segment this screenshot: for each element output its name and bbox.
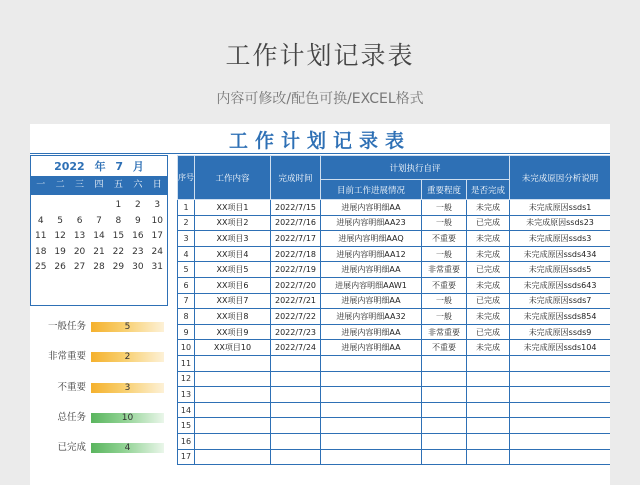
stat-row: [30, 381, 170, 395]
cell-done[interactable]: 已完成: [467, 215, 510, 231]
cell-reason[interactable]: 未完成原因ssds7: [510, 293, 610, 309]
cell-done[interactable]: [467, 371, 510, 387]
cell-seq[interactable]: 2: [178, 215, 195, 231]
cell-seq[interactable]: 15: [178, 418, 195, 434]
cell-content[interactable]: [195, 355, 271, 371]
calendar-week: [31, 260, 167, 276]
cell-done[interactable]: [467, 449, 510, 465]
cell-content[interactable]: XX项目8: [195, 309, 271, 325]
task-table: [177, 155, 610, 465]
cell-seq[interactable]: 9: [178, 324, 195, 340]
table-row: [178, 340, 611, 356]
cell-reason[interactable]: 未完成原因ssds643: [510, 277, 610, 293]
stat-value-bar: 10: [91, 413, 164, 423]
cell-progress[interactable]: 进展内容明细AA: [321, 200, 422, 216]
cell-done[interactable]: 已完成: [467, 262, 510, 278]
calendar-day: 8: [115, 215, 122, 226]
calendar-weekday: 五: [113, 180, 123, 190]
calendar-day: 7: [96, 215, 102, 226]
table-row: [178, 262, 611, 278]
cell-seq[interactable]: 4: [178, 246, 195, 262]
header-time: 完成时间: [271, 156, 321, 200]
header-eval-group: 计划执行自评: [321, 156, 510, 180]
cell-progress[interactable]: 进展内容明细AA: [321, 293, 422, 309]
calendar-weekday: 一: [36, 180, 46, 190]
cell-content[interactable]: XX项目3: [195, 231, 271, 247]
calendar: [30, 155, 168, 306]
cell-seq[interactable]: 7: [178, 293, 195, 309]
spreadsheet-sheet: [30, 124, 610, 485]
cell-progress[interactable]: [321, 402, 422, 418]
calendar-days: [31, 198, 167, 276]
calendar-day: 9: [134, 215, 141, 226]
stat-value-bar: 4: [91, 443, 164, 453]
calendar-month-unit: 月: [132, 160, 144, 173]
stat-row: [30, 350, 170, 364]
calendar-day: 10: [151, 215, 163, 226]
cell-reason[interactable]: 未完成原因ssds5: [510, 262, 610, 278]
stat-label: 非常重要: [47, 351, 86, 362]
page-subtitle: 内容可修改/配色可换/EXCEL格式: [216, 91, 424, 107]
cell-content[interactable]: XX项目5: [195, 262, 271, 278]
cell-reason[interactable]: 未完成原因ssds1: [510, 200, 610, 216]
calendar-month: 7: [115, 160, 124, 173]
cell-importance[interactable]: 不重要: [422, 231, 467, 247]
cell-reason[interactable]: [510, 433, 610, 449]
table-row: [178, 449, 611, 465]
cell-reason[interactable]: 未完成原因ssds104: [510, 340, 610, 356]
cell-time[interactable]: 2022/7/20: [271, 277, 321, 293]
task-table-wrap: [177, 155, 610, 465]
cell-importance[interactable]: 非常重要: [422, 324, 467, 340]
cell-reason[interactable]: [510, 355, 610, 371]
calendar-day: [89, 198, 108, 214]
calendar-weekday: 三: [75, 180, 85, 190]
cell-time[interactable]: 2022/7/22: [271, 309, 321, 325]
cell-seq[interactable]: 12: [178, 371, 195, 387]
cell-time[interactable]: 2022/7/19: [271, 262, 321, 278]
cell-done[interactable]: [467, 418, 510, 434]
cell-importance[interactable]: 一般: [422, 309, 467, 325]
cell-importance[interactable]: 一般: [422, 246, 467, 262]
cell-progress[interactable]: 进展内容明细AA: [321, 340, 422, 356]
stat-row: [30, 411, 170, 425]
cell-progress[interactable]: [321, 433, 422, 449]
table-row: [178, 231, 611, 247]
cell-importance[interactable]: [422, 449, 467, 465]
header-content: 工作内容: [195, 156, 271, 200]
calendar-day: 23: [132, 246, 144, 257]
cell-done[interactable]: [467, 433, 510, 449]
stat-value-bar: 2: [91, 352, 164, 362]
calendar-day: 21: [93, 246, 105, 257]
cell-importance[interactable]: 非常重要: [422, 262, 467, 278]
stat-row: [30, 441, 170, 455]
cell-time[interactable]: 2022/7/17: [271, 231, 321, 247]
cell-importance[interactable]: [422, 418, 467, 434]
table-row: [178, 418, 611, 434]
cell-reason[interactable]: [510, 418, 610, 434]
cell-content[interactable]: XX项目1: [195, 200, 271, 216]
table-row: [178, 309, 611, 325]
cell-reason[interactable]: 未完成原因ssds9: [510, 324, 610, 340]
calendar-day: 28: [93, 262, 105, 272]
cell-reason[interactable]: 未完成原因ssds434: [510, 246, 610, 262]
calendar-day: 18: [34, 246, 47, 257]
cell-progress[interactable]: 进展内容明细AAQ: [321, 231, 422, 247]
table-row: [178, 371, 611, 387]
cell-content[interactable]: XX项目10: [195, 340, 271, 356]
table-row: [178, 277, 611, 293]
cell-content[interactable]: [195, 387, 271, 403]
cell-content[interactable]: [195, 402, 271, 418]
cell-done[interactable]: 未完成: [467, 309, 510, 325]
sheet-title: 工作计划记录表: [228, 130, 411, 152]
cell-reason[interactable]: [510, 371, 610, 387]
cell-importance[interactable]: [422, 433, 467, 449]
calendar-week: [31, 245, 167, 261]
cell-content[interactable]: XX项目7: [195, 293, 271, 309]
header-progress: 目前工作进展情况: [321, 180, 422, 200]
cell-time[interactable]: 2022/7/24: [271, 340, 321, 356]
header-seq: 序号: [178, 156, 195, 200]
table-row: [178, 246, 611, 262]
calendar-day: [50, 198, 69, 214]
table-row: [178, 355, 611, 371]
calendar-day: 17: [151, 231, 163, 241]
cell-progress[interactable]: [321, 418, 422, 434]
calendar-weekday: 六: [133, 180, 143, 190]
calendar-day: 13: [73, 231, 86, 241]
calendar-year: 2022: [54, 160, 85, 173]
calendar-day: 16: [132, 231, 144, 241]
table-row: [178, 387, 611, 403]
stat-label: 不重要: [57, 382, 86, 393]
cell-content[interactable]: [195, 433, 271, 449]
calendar-day: [31, 198, 50, 214]
cell-time[interactable]: [271, 433, 321, 449]
cell-importance[interactable]: 一般: [422, 293, 467, 309]
table-row: [178, 324, 611, 340]
cell-done[interactable]: 已完成: [467, 324, 510, 340]
calendar-day: 4: [37, 215, 44, 226]
calendar-header: [31, 158, 167, 174]
table-row: [178, 402, 611, 418]
calendar-day: 19: [54, 246, 66, 257]
cell-progress[interactable]: 进展内容明细AA32: [321, 309, 422, 325]
cell-reason[interactable]: 未完成原因ssds23: [510, 215, 610, 231]
calendar-day: 25: [34, 262, 47, 272]
cell-progress[interactable]: [321, 355, 422, 371]
cell-progress[interactable]: [321, 449, 422, 465]
table-row: [178, 433, 611, 449]
calendar-day: 29: [112, 262, 125, 272]
cell-content[interactable]: [195, 371, 271, 387]
cell-done[interactable]: 未完成: [467, 246, 510, 262]
cell-content[interactable]: XX项目9: [195, 324, 271, 340]
calendar-week: [31, 229, 167, 245]
calendar-day: 27: [73, 262, 86, 272]
cell-content[interactable]: XX项目2: [195, 215, 271, 231]
cell-reason[interactable]: [510, 387, 610, 403]
cell-importance[interactable]: 一般: [422, 215, 467, 231]
calendar-day: 14: [93, 231, 105, 241]
cell-seq[interactable]: 10: [178, 340, 195, 356]
stat-label: 已完成: [57, 442, 86, 453]
cell-progress[interactable]: 进展内容明细AA12: [321, 246, 422, 262]
table-row: [178, 293, 611, 309]
stat-value-bar: 5: [91, 322, 164, 332]
cell-time[interactable]: [271, 371, 321, 387]
title-divider: [30, 153, 610, 154]
cell-done[interactable]: [467, 402, 510, 418]
header-reason: 未完成原因分析说明: [510, 156, 610, 200]
calendar-day: 30: [132, 262, 144, 272]
calendar-week: [31, 198, 167, 214]
cell-seq[interactable]: 8: [178, 309, 195, 325]
stat-label: 一般任务: [47, 321, 86, 332]
cell-time[interactable]: [271, 449, 321, 465]
calendar-day: 3: [154, 200, 161, 210]
stat-row: [30, 320, 170, 334]
calendar-weekday: 日: [152, 180, 162, 190]
cell-importance[interactable]: [422, 387, 467, 403]
calendar-day: 11: [34, 231, 47, 241]
cell-importance[interactable]: [422, 355, 467, 371]
cell-importance[interactable]: [422, 402, 467, 418]
calendar-day: 26: [54, 262, 66, 272]
cell-content[interactable]: [195, 449, 271, 465]
calendar-day: 22: [112, 246, 125, 257]
cell-reason[interactable]: 未完成原因ssds3: [510, 231, 610, 247]
cell-importance[interactable]: [422, 371, 467, 387]
cell-importance[interactable]: 不重要: [422, 340, 467, 356]
calendar-weekday: 四: [94, 180, 104, 190]
cell-time[interactable]: [271, 402, 321, 418]
cell-time[interactable]: 2022/7/18: [271, 246, 321, 262]
table-row: [178, 215, 611, 231]
calendar-day: 24: [151, 246, 163, 257]
cell-seq[interactable]: 6: [178, 277, 195, 293]
cell-progress[interactable]: [321, 371, 422, 387]
cell-done[interactable]: 未完成: [467, 340, 510, 356]
cell-seq[interactable]: 3: [178, 231, 195, 247]
cell-time[interactable]: 2022/7/16: [271, 215, 321, 231]
cell-content[interactable]: XX项目4: [195, 246, 271, 262]
calendar-day: 1: [115, 200, 122, 210]
calendar-day: 12: [54, 231, 66, 241]
calendar-day: 2: [134, 200, 141, 210]
cell-importance[interactable]: 不重要: [422, 277, 467, 293]
header-done: 是否完成: [467, 180, 510, 200]
calendar-weekday: 二: [55, 180, 65, 190]
cell-progress[interactable]: 进展内容明细AA: [321, 324, 422, 340]
cell-time[interactable]: 2022/7/15: [271, 200, 321, 216]
calendar-day: 31: [151, 262, 163, 272]
calendar-week: [31, 214, 167, 230]
cell-seq[interactable]: 17: [178, 449, 195, 465]
calendar-weekdays: [31, 176, 167, 195]
calendar-year-unit: 年: [94, 160, 106, 173]
cell-time[interactable]: [271, 387, 321, 403]
cell-done[interactable]: 未完成: [467, 231, 510, 247]
cell-reason[interactable]: [510, 402, 610, 418]
calendar-day: 15: [112, 231, 125, 241]
cell-progress[interactable]: 进展内容明细AA: [321, 262, 422, 278]
task-table-body: [178, 200, 611, 465]
cell-progress[interactable]: 进展内容明细AA23: [321, 215, 422, 231]
calendar-day: 20: [73, 246, 86, 257]
cell-time[interactable]: [271, 418, 321, 434]
cell-seq[interactable]: 11: [178, 355, 195, 371]
cell-seq[interactable]: 1: [178, 200, 195, 216]
cell-content[interactable]: XX项目6: [195, 277, 271, 293]
calendar-day: 6: [76, 215, 83, 226]
cell-done[interactable]: 已完成: [467, 293, 510, 309]
cell-done[interactable]: [467, 387, 510, 403]
cell-seq[interactable]: 14: [178, 402, 195, 418]
cell-seq[interactable]: 16: [178, 433, 195, 449]
cell-progress[interactable]: 进展内容明细AAW1: [321, 277, 422, 293]
cell-seq[interactable]: 5: [178, 262, 195, 278]
cell-time[interactable]: 2022/7/21: [271, 293, 321, 309]
table-row: [178, 200, 611, 216]
cell-done[interactable]: [467, 355, 510, 371]
cell-done[interactable]: 未完成: [467, 277, 510, 293]
calendar-day: 5: [57, 215, 63, 226]
cell-reason[interactable]: 未完成原因ssds854: [510, 309, 610, 325]
stat-label: 总任务: [57, 412, 86, 423]
stat-value-bar: 3: [91, 383, 164, 393]
cell-progress[interactable]: [321, 387, 422, 403]
calendar-day: [70, 198, 89, 214]
header-importance: 重要程度: [422, 180, 467, 200]
cell-importance[interactable]: 一般: [422, 200, 467, 216]
cell-reason[interactable]: [510, 449, 610, 465]
cell-seq[interactable]: 13: [178, 387, 195, 403]
page-title: 工作计划记录表: [225, 41, 415, 70]
cell-time[interactable]: [271, 355, 321, 371]
cell-content[interactable]: [195, 418, 271, 434]
cell-time[interactable]: 2022/7/23: [271, 324, 321, 340]
cell-done[interactable]: 未完成: [467, 200, 510, 216]
